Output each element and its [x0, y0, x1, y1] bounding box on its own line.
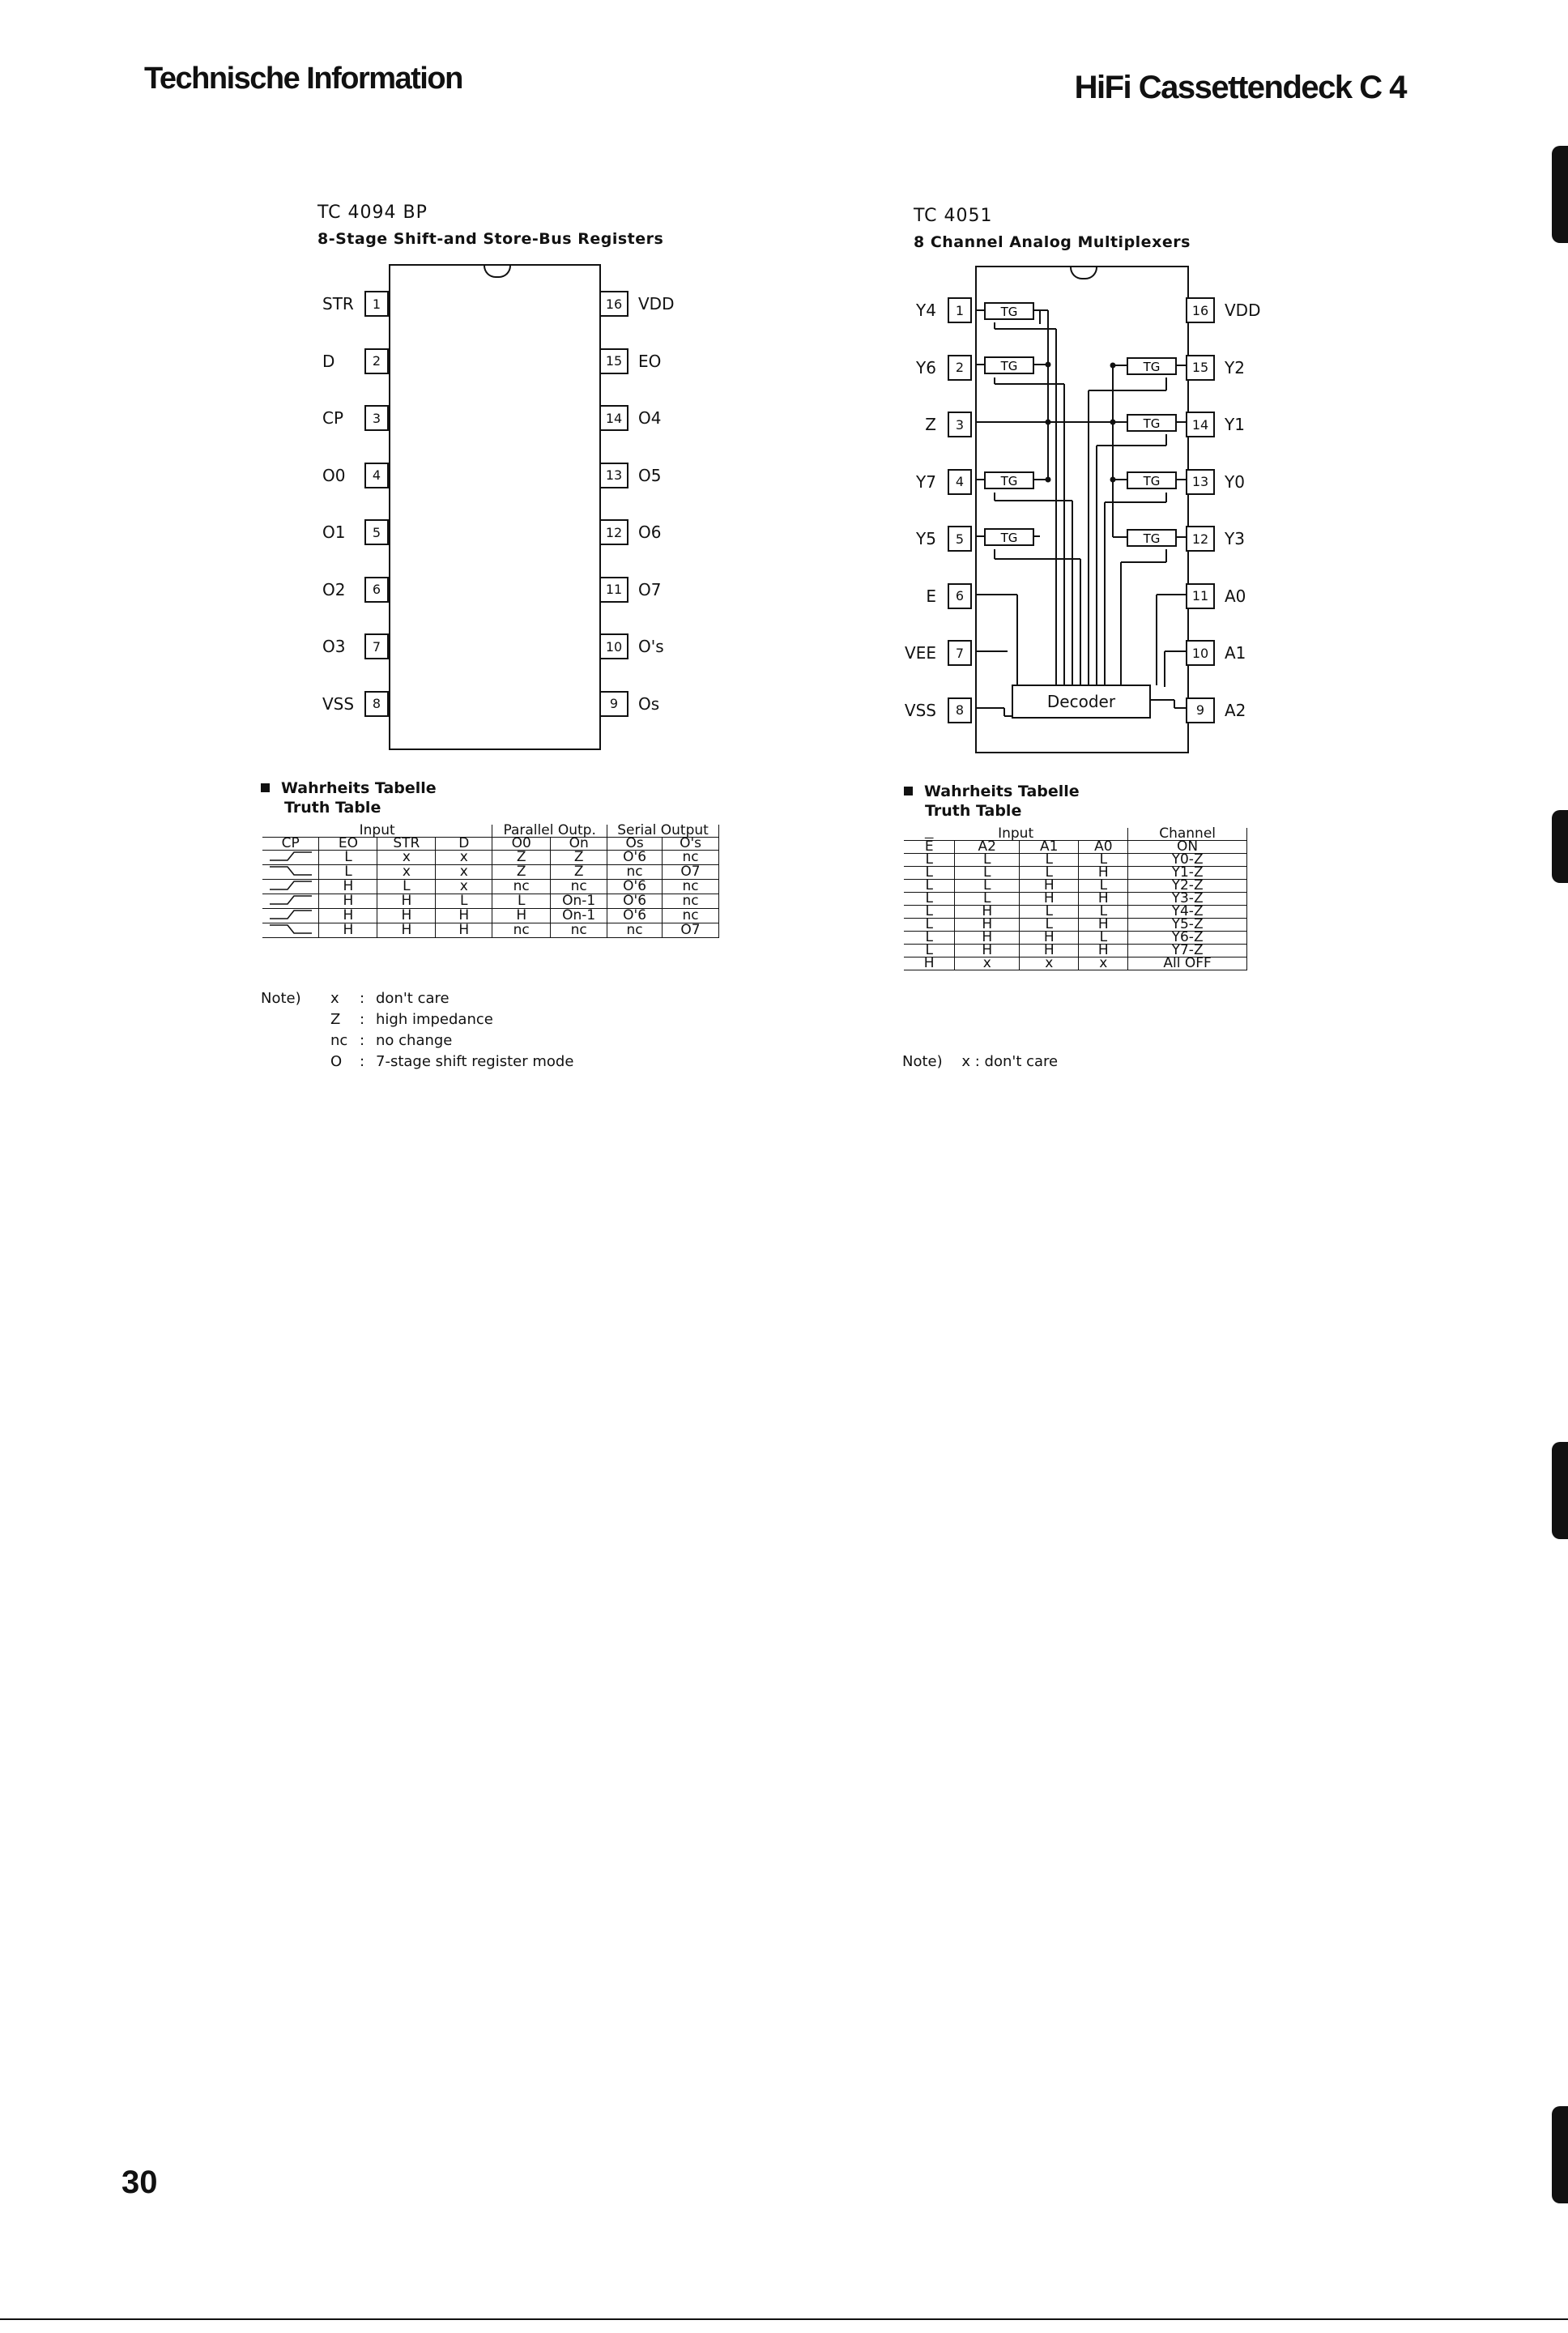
tg-label: TG: [1000, 359, 1018, 373]
pin-label-10: O's: [638, 637, 664, 656]
table-cell: L: [904, 867, 955, 880]
pin-label-13: Y0: [1225, 471, 1245, 492]
tt-right-group-channel: Channel: [1128, 828, 1247, 841]
pin-label-2: D: [322, 351, 335, 371]
tt-left-group-serial: Serial Output: [607, 825, 719, 838]
tt-left-subheading: Truth Table: [284, 799, 381, 817]
table-cell: H: [1020, 932, 1079, 945]
pin-11: 11: [599, 577, 628, 603]
note-label: Note): [261, 990, 301, 1007]
header-left-title: Technische Information: [144, 62, 462, 96]
table-cell: nc: [663, 880, 719, 894]
table-cell: L: [904, 945, 955, 958]
pin-6: 6: [364, 577, 389, 603]
note-item: nc : no change: [330, 1030, 622, 1051]
table-cell: H: [319, 894, 377, 909]
table-cell: Z: [492, 865, 551, 880]
pin-label-14: Y1: [1225, 415, 1245, 434]
table-cell: x: [1079, 958, 1128, 970]
tt-right-notes: [902, 1051, 1058, 1073]
tt-left-col-header: STR: [377, 838, 436, 851]
note-label: Note): [902, 1053, 943, 1070]
pin-12: 12: [599, 519, 628, 545]
note-item: x : don't care: [330, 988, 622, 1009]
table-row: [262, 851, 719, 865]
table-row: [262, 909, 719, 923]
table-cell: nc: [551, 880, 607, 894]
table-cell: x: [436, 865, 492, 880]
tt-right-col-header: ON: [1128, 841, 1247, 854]
pin-13: 13: [599, 463, 628, 488]
table-cell: nc: [663, 851, 719, 865]
scan-bottom-line: [0, 2318, 1568, 2320]
table-cell: H: [319, 880, 377, 894]
table-cell: Y4-Z: [1128, 906, 1247, 919]
pin-label-11: A0: [1225, 586, 1246, 606]
tt-left-col-header: EO: [319, 838, 377, 851]
pin-7: 7: [948, 640, 972, 666]
scan-edge-mark: [1552, 810, 1568, 883]
table-cell: O'6: [607, 909, 663, 923]
table-cell: Y3-Z: [1128, 893, 1247, 906]
table-cell: L: [904, 919, 955, 932]
pin-label-11: O7: [638, 579, 662, 599]
pin-5: 5: [364, 519, 389, 545]
tt-right-col-header: $\overline{E}$: [904, 841, 955, 854]
table-cell: Y7-Z: [1128, 945, 1247, 958]
truth-table-tc4051: [904, 825, 1247, 971]
tt-right-heading-text: Wahrheits Tabelle: [924, 783, 1080, 800]
table-row: [262, 865, 719, 880]
pin-3: 3: [364, 405, 389, 431]
pin-label-8: VSS: [322, 693, 355, 714]
pin-label-15: Y2: [1225, 357, 1245, 377]
note-key: x: [330, 990, 339, 1007]
table-row: [262, 880, 719, 894]
bullet-icon: [261, 783, 270, 792]
table-cell: nc: [663, 894, 719, 909]
note-text: don't care: [376, 990, 450, 1007]
pin-6: 6: [948, 583, 972, 609]
table-cell: H: [377, 894, 436, 909]
table-cell: On-1: [551, 894, 607, 909]
table-cell: H: [1020, 945, 1079, 958]
pin-label-5: Y5: [916, 529, 936, 548]
tt-right-group-input: Input: [904, 828, 1128, 841]
pin-label-1: Y4: [916, 301, 936, 320]
pin-label-5: O1: [322, 522, 346, 542]
table-cell: L: [1079, 932, 1128, 945]
table-cell: O7: [663, 923, 719, 938]
tg-label: TG: [1000, 531, 1018, 545]
table-cell: L: [955, 867, 1020, 880]
tt-left-group-input: Input: [262, 825, 492, 838]
pin-label-12: Y3: [1225, 529, 1245, 548]
table-cell: H: [319, 923, 377, 938]
table-cell: L: [955, 893, 1020, 906]
table-cell: Y6-Z: [1128, 932, 1247, 945]
note-key: nc: [330, 1032, 348, 1049]
tt-left-col-header: D: [436, 838, 492, 851]
pin-label-8: VSS: [904, 700, 936, 720]
table-cell: x: [377, 851, 436, 865]
table-cell: H: [1079, 867, 1128, 880]
table-cell: L: [955, 880, 1020, 893]
table-cell: Y2-Z: [1128, 880, 1247, 893]
scan-edge-mark: [1552, 146, 1568, 243]
pin-16: 16: [1186, 297, 1215, 323]
note-text: no change: [376, 1032, 453, 1049]
table-cell: L: [319, 865, 377, 880]
tt-right-heading: [904, 783, 1080, 800]
pin-14: 14: [599, 405, 628, 431]
table-cell: nc: [607, 923, 663, 938]
bullet-icon: [904, 787, 913, 795]
note-item: O : 7-stage shift register mode: [330, 1051, 622, 1073]
scan-edge-mark: [1552, 1442, 1568, 1539]
pin-label-3: Z: [925, 415, 936, 434]
table-cell: x: [436, 851, 492, 865]
table-cell: O'6: [607, 880, 663, 894]
falling-edge-icon: [262, 923, 319, 938]
ic-left-title: TC 4094 BP: [317, 203, 428, 223]
table-cell: L: [492, 894, 551, 909]
pin-14: 14: [1186, 412, 1215, 437]
tt-right-col-header: A0: [1079, 841, 1128, 854]
table-cell: H: [1079, 919, 1128, 932]
pin-2: 2: [948, 355, 972, 381]
pin-13: 13: [1186, 469, 1215, 495]
ic-right-subtitle: 8 Channel Analog Multiplexers: [914, 233, 1191, 251]
pin-3: 3: [948, 412, 972, 437]
table-cell: H: [1020, 893, 1079, 906]
tt-left-heading-text: Wahrheits Tabelle: [281, 779, 437, 797]
page-number: 30: [121, 2165, 158, 2200]
table-cell: L: [904, 880, 955, 893]
pin-1: 1: [364, 291, 389, 317]
table-row: [262, 923, 719, 938]
pin-label-12: O6: [638, 522, 662, 542]
note-item: Z : high impedance: [330, 1009, 622, 1030]
tg-label: TG: [1000, 474, 1018, 488]
pin-4: 4: [364, 463, 389, 488]
tt-right-col-header: A1: [1020, 841, 1079, 854]
table-cell: Y1-Z: [1128, 867, 1247, 880]
pin-16: 16: [599, 291, 628, 317]
table-cell: Y5-Z: [1128, 919, 1247, 932]
note-text: 7-stage shift register mode: [376, 1053, 574, 1070]
table-cell: H: [492, 909, 551, 923]
table-cell: H: [955, 932, 1020, 945]
table-cell: H: [377, 923, 436, 938]
pin-label-15: EO: [638, 351, 662, 371]
table-cell: H: [319, 909, 377, 923]
table-cell: H: [436, 909, 492, 923]
decoder-label: Decoder: [1046, 692, 1116, 711]
table-cell: L: [1079, 854, 1128, 867]
tg-label: TG: [1143, 416, 1161, 431]
rising-edge-icon: [262, 894, 319, 909]
pin-5: 5: [948, 526, 972, 552]
table-cell: nc: [607, 865, 663, 880]
table-cell: Z: [492, 851, 551, 865]
table-cell: L: [904, 932, 955, 945]
table-cell: nc: [663, 909, 719, 923]
tg-label: TG: [1143, 474, 1161, 488]
table-cell: L: [904, 893, 955, 906]
tg-label: TG: [1143, 531, 1161, 546]
pin-2: 2: [364, 348, 389, 374]
table-cell: L: [1020, 906, 1079, 919]
pin-12: 12: [1186, 526, 1215, 552]
note-text: high impedance: [376, 1011, 493, 1028]
ic-right-title: TC 4051: [914, 206, 993, 226]
pin-label-4: Y7: [916, 471, 936, 492]
pin-15: 15: [599, 348, 628, 374]
table-cell: nc: [551, 923, 607, 938]
table-cell: nc: [492, 880, 551, 894]
pin-label-9: A2: [1225, 700, 1246, 720]
table-cell: L: [319, 851, 377, 865]
table-cell: Z: [551, 851, 607, 865]
table-cell: x: [955, 958, 1020, 970]
table-cell: O'6: [607, 851, 663, 865]
table-cell: Y0-Z: [1128, 854, 1247, 867]
tt-left-col-header: O's: [663, 838, 719, 851]
table-cell: H: [904, 958, 955, 970]
pin-10: 10: [1186, 640, 1215, 666]
tt-left-col-header: CP: [262, 838, 319, 851]
tg-label: TG: [1143, 360, 1161, 374]
table-cell: H: [1079, 893, 1128, 906]
pin-label-3: CP: [322, 408, 344, 428]
table-cell: L: [1079, 906, 1128, 919]
pin-8: 8: [364, 691, 389, 717]
table-cell: nc: [492, 923, 551, 938]
pin-4: 4: [948, 469, 972, 495]
note-text: x : don't care: [961, 1053, 1059, 1070]
ic-left-body: [389, 264, 601, 750]
pin-label-10: A1: [1225, 643, 1246, 663]
pin-15: 15: [1186, 355, 1215, 381]
table-cell: L: [1020, 854, 1079, 867]
pin-11: 11: [1186, 583, 1215, 609]
tt-left-col-header: On: [551, 838, 607, 851]
table-cell: H: [955, 906, 1020, 919]
pin-label-9: Os: [638, 693, 660, 714]
tt-left-col-header: Os: [607, 838, 663, 851]
pin-label-13: O5: [638, 465, 662, 485]
tg-label: TG: [1000, 305, 1018, 319]
pin-label-14: O4: [638, 408, 662, 428]
pin-10: 10: [599, 633, 628, 659]
table-cell: H: [955, 945, 1020, 958]
tt-left-col-header: O0: [492, 838, 551, 851]
pin-label-16: VDD: [1225, 301, 1261, 320]
table-cell: L: [1020, 919, 1079, 932]
pin-label-6: O2: [322, 579, 346, 599]
table-cell: L: [1020, 867, 1079, 880]
pin-7: 7: [364, 633, 389, 659]
table-cell: L: [377, 880, 436, 894]
table-cell: O'6: [607, 894, 663, 909]
table-cell: x: [1020, 958, 1079, 970]
table-row: [262, 894, 719, 909]
pin-label-16: VDD: [638, 294, 675, 313]
tt-left-group-parallel: Parallel Outp.: [492, 825, 607, 838]
table-cell: L: [436, 894, 492, 909]
ic-left-subtitle: 8-Stage Shift-and Store-Bus Registers: [317, 230, 664, 248]
pin-label-7: O3: [322, 637, 346, 656]
scan-edge-mark: [1552, 2106, 1568, 2203]
tt-left-heading: [261, 779, 437, 797]
table-cell: On-1: [551, 909, 607, 923]
table-cell: L: [904, 854, 955, 867]
note-key: Z: [330, 1011, 341, 1028]
table-cell: x: [377, 865, 436, 880]
rising-edge-icon: [262, 851, 319, 865]
pin-label-2: Y6: [916, 357, 936, 377]
tt-right-subheading: Truth Table: [925, 802, 1022, 820]
table-cell: H: [955, 919, 1020, 932]
table-cell: Z: [551, 865, 607, 880]
falling-edge-icon: [262, 865, 319, 880]
table-cell: O7: [663, 865, 719, 880]
rising-edge-icon: [262, 909, 319, 923]
pin-label-4: O0: [322, 465, 346, 485]
truth-table-tc4094: [262, 822, 719, 938]
table-cell: x: [436, 880, 492, 894]
table-cell: H: [436, 923, 492, 938]
pin-9: 9: [1186, 697, 1215, 723]
table-cell: H: [1079, 945, 1128, 958]
table-cell: L: [955, 854, 1020, 867]
table-cell: All OFF: [1128, 958, 1247, 970]
table-cell: H: [1020, 880, 1079, 893]
pin-9: 9: [599, 691, 628, 717]
ic-right-wiring: [975, 266, 1187, 752]
pin-label-7: VEE: [905, 643, 936, 663]
pin-label-1: STR: [322, 294, 354, 313]
rising-edge-icon: [262, 880, 319, 894]
pin-1: 1: [948, 297, 972, 323]
pin-8: 8: [948, 697, 972, 723]
tt-right-col-header: A2: [955, 841, 1020, 854]
pin-label-6: E: [926, 586, 936, 606]
table-cell: L: [904, 906, 955, 919]
header-right-title: HiFi Cassettendeck C 4: [1074, 70, 1406, 105]
table-row: [904, 958, 1247, 970]
table-cell: L: [1079, 880, 1128, 893]
note-key: O: [330, 1053, 343, 1070]
table-cell: H: [377, 909, 436, 923]
